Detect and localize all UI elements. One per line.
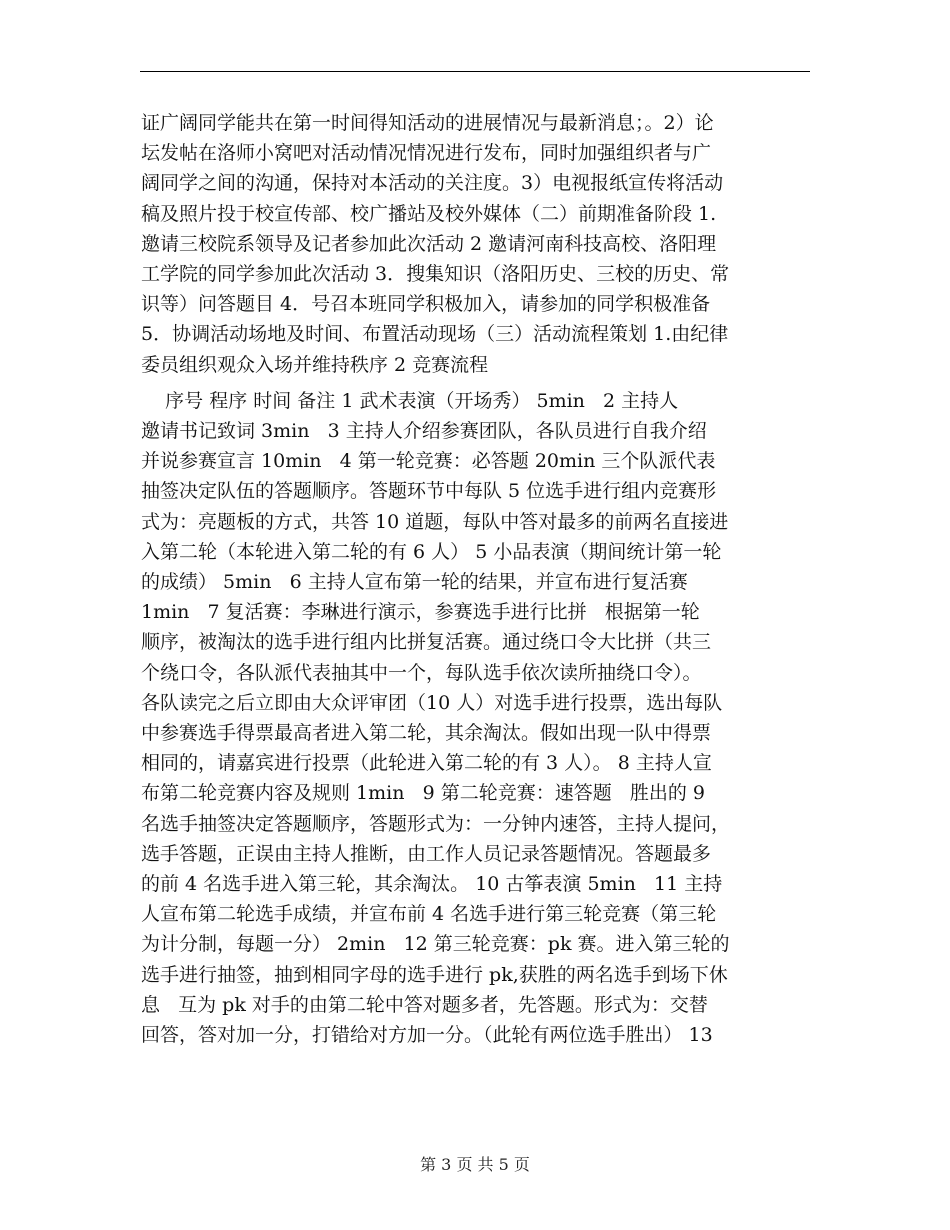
- text-line: 布第二轮竞赛内容及规则 1min 9 第二轮竞赛：速答题 胜出的 9: [141, 782, 705, 805]
- text-line: 邀请三校院系领导及记者参加此次活动 2 邀请河南科技高校、洛阳理: [141, 232, 717, 255]
- text-line: 并说参赛宣言 10min 4 第一轮竞赛：必答题 20min 三个队派代表: [141, 450, 716, 473]
- text-line: 选手进行抽签，抽到相同字母的选手进行 pk,获胜的两名选手到场下休: [141, 963, 728, 986]
- paragraph-2: [141, 386, 813, 1050]
- text-line: 相同的，请嘉宾进行投票（此轮进入第二轮的有 3 人）。 8 主持人宣: [141, 752, 712, 775]
- text-line: 中参赛选手得票最高者进入第二轮，其余淘汰。假如出现一队中得票: [141, 722, 712, 745]
- text-line: 式为：亮题板的方式，共答 10 道题，每队中答对最多的前两名直接进: [141, 510, 729, 533]
- text-line: 阔同学之间的沟通，保持对本活动的关注度。3）电视报纸宣传将活动: [141, 172, 724, 195]
- text-line: 证广阔同学能共在第一时间得知活动的进展情况与最新消息；。2）论: [141, 112, 714, 134]
- text-line: 息 互为 pk 对手的由第二轮中答对题多者，先答题。形式为：交替: [141, 993, 708, 1016]
- page-number-footer: 第 3 页 共 5 页: [420, 1155, 530, 1174]
- text-line: 序号 程序 时间 备注 1 武术表演（开场秀） 5min 2 主持人: [141, 389, 679, 412]
- text-line: 抽签决定队伍的答题顺序。答题环节中每队 5 位选手进行组内竞赛形: [141, 480, 717, 503]
- text-line: 为计分制，每题一分） 2min 12 第三轮竞赛：pk 赛。进入第三轮的: [141, 933, 730, 956]
- text-line: 的成绩） 5min 6 主持人宣布第一轮的结果，并宣布进行复活赛: [141, 571, 688, 594]
- text-line: 委员组织观众入场并维持秩序 2 竞赛流程: [141, 353, 489, 376]
- text-line: 稿及照片投于校宣传部、校广播站及校外媒体（二）前期准备阶段 1.: [141, 202, 717, 225]
- text-line: 顺序，被淘汰的选手进行组内比拼复活赛。通过绕口令大比拼（共三: [141, 631, 712, 654]
- text-line: 个绕口令，各队派代表抽其中一个，每队选手依次读所抽绕口令）。: [141, 661, 702, 684]
- text-line: 1min 7 复活赛：李琳进行演示，参赛选手进行比拼 根据第一轮: [141, 601, 700, 624]
- paragraph-1: [141, 108, 813, 380]
- text-line: 工学院的同学参加此次活动 3．搜集知识（洛阳历史、三校的历史、常: [141, 263, 730, 286]
- document-body: [141, 108, 813, 1050]
- text-line: 名选手抽签决定答题顺序，答题形式为：一分钟内速答，主持人提问，: [141, 812, 731, 835]
- text-line: 各队读完之后立即由大众评审团（10 人）对选手进行投票，选出每队: [141, 691, 723, 714]
- text-line: 5．协调活动场地及时间、布置活动现场（三）活动流程策划 1.由纪律: [141, 323, 729, 346]
- text-line: 的前 4 名选手进入第三轮，其余淘汰。 10 古筝表演 5min 11 主持: [141, 873, 723, 896]
- text-line: 回答，答对加一分，打错给对方加一分。（此轮有两位选手胜出） 13: [141, 1024, 713, 1047]
- text-line: 识等）问答题目 4．号召本班同学积极加入，请参加的同学积极准备: [141, 293, 711, 316]
- text-line: 邀请书记致词 3min 3 主持人介绍参赛团队，各队员进行自我介绍: [141, 420, 707, 443]
- text-line: 选手答题，正误由主持人推断，由工作人员记录答题情况。答题最多: [141, 842, 712, 865]
- text-line: 人宣布第二轮选手成绩，并宣布前 4 名选手进行第三轮竞赛（第三轮: [141, 903, 717, 926]
- text-line: 入第二轮（本轮进入第二轮的有 6 人） 5 小品表演（期间统计第一轮: [141, 540, 722, 563]
- text-line: 坛发帖在洛师小窝吧对活动情况情况进行发布，同时加强组织者与广: [141, 142, 712, 165]
- header-rule: [140, 71, 810, 72]
